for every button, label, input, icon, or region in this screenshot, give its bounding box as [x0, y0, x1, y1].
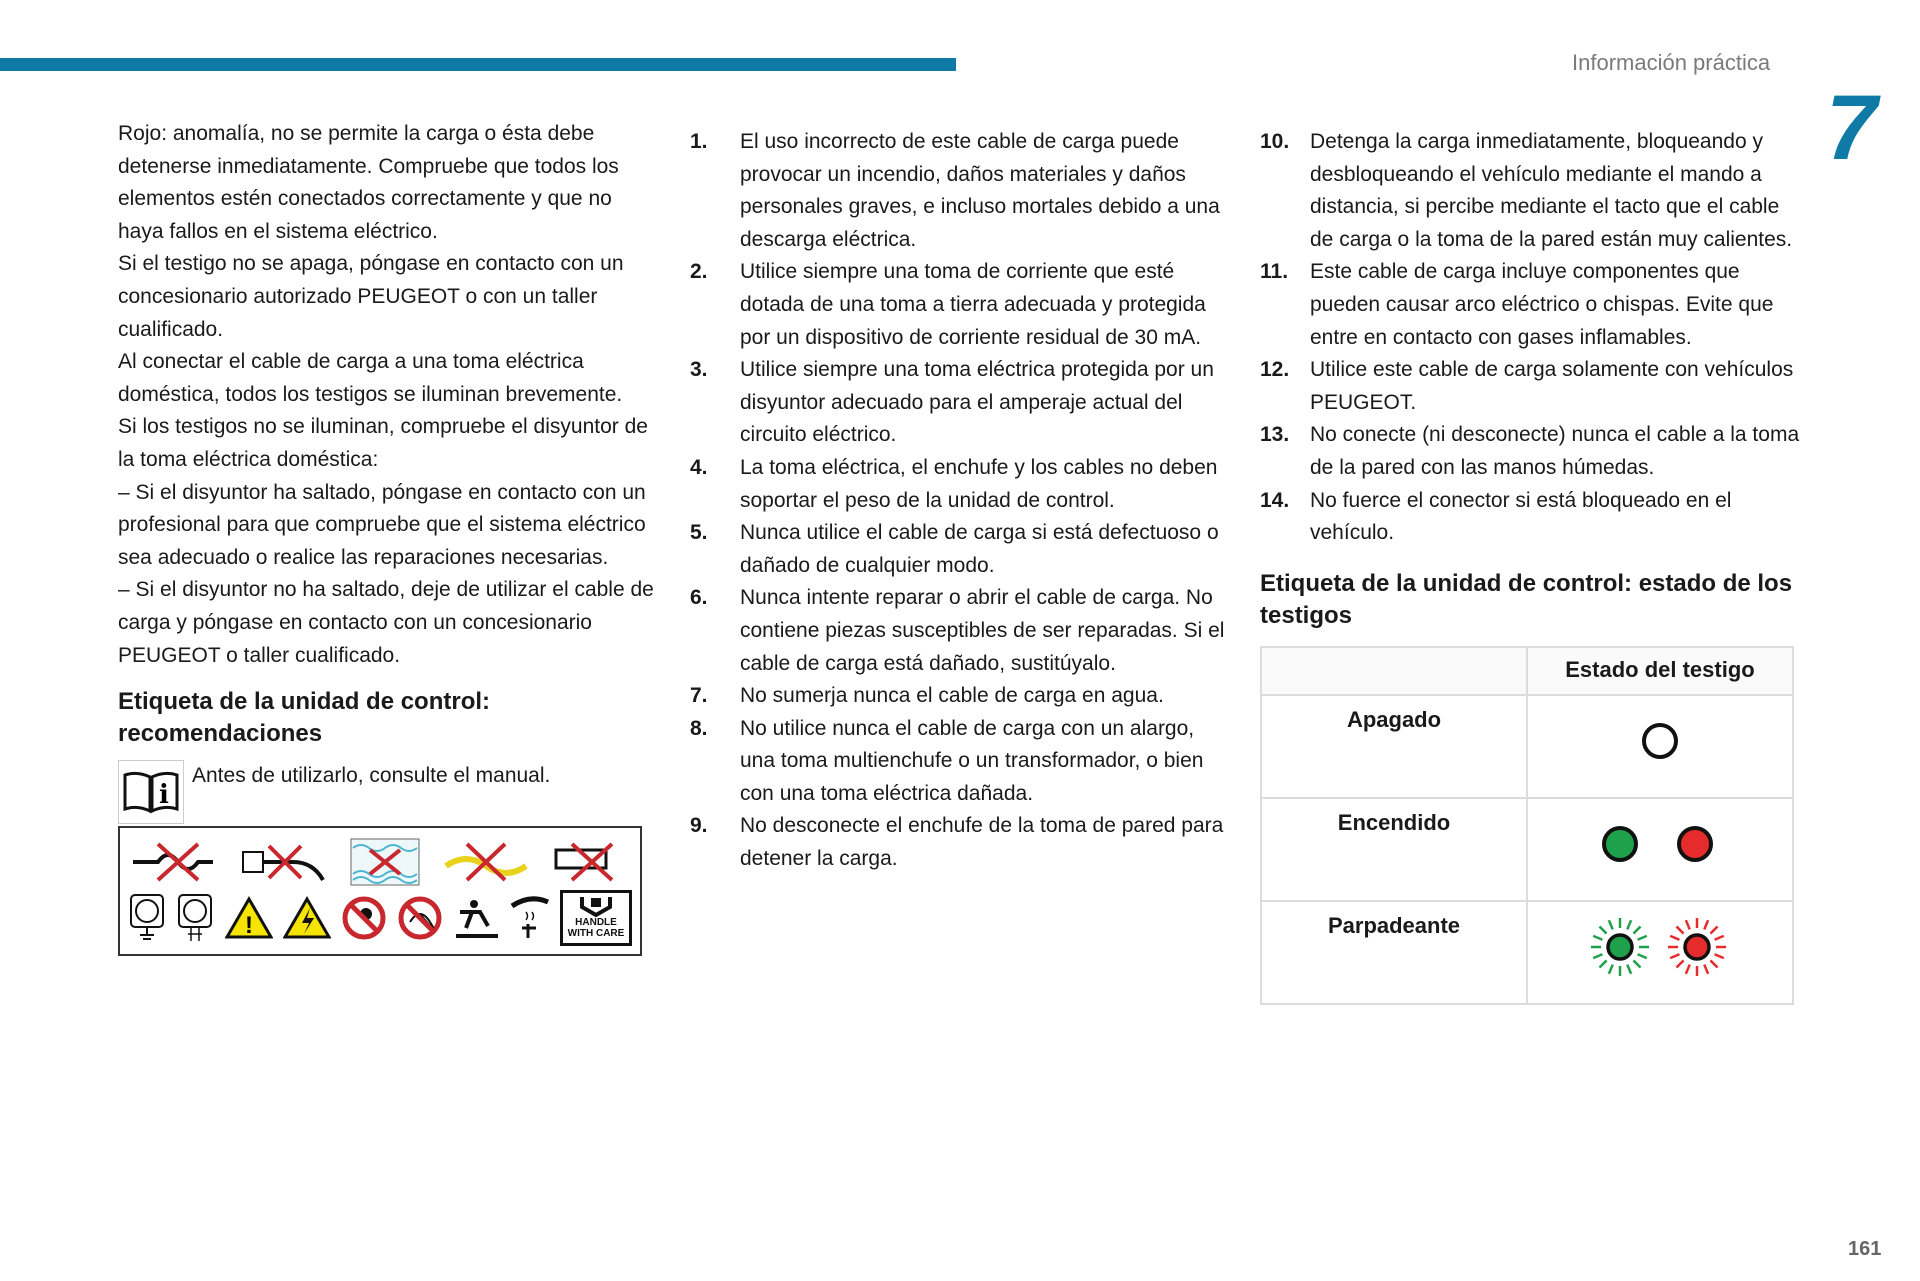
item-number: 14.: [1260, 488, 1290, 512]
item-number: 6.: [690, 586, 708, 610]
item-number: 2.: [690, 260, 708, 284]
item-text: Este cable de carga incluye componentes que pueden causar arco eléctrico o chispas. Evite que entre en contacto con gases inflamables.: [1310, 260, 1774, 349]
grounded-socket-icon: [128, 892, 166, 944]
item-number: 1.: [690, 130, 708, 153]
led-red-on-icon: [1679, 828, 1711, 860]
item-text: No fuerce el conector si está bloqueado en el vehículo.: [1310, 488, 1732, 545]
svg-text:i: i: [159, 780, 169, 811]
table-row: [1261, 695, 1793, 798]
item-number: 3.: [690, 358, 708, 382]
no-multi-socket-icon: [552, 840, 632, 884]
electric-hazard-icon: [283, 896, 331, 940]
item-text: El uso incorrecto de este cable de carga puede provocar un incendio, daños materiales y daños personales graves, e incluso mortales debido a una descarga eléctrica.: [740, 130, 1220, 251]
trip-hazard-icon: [454, 896, 500, 940]
no-tangled-cable-icon: [397, 894, 443, 942]
manual-note: [118, 760, 658, 824]
table-header-empty: [1261, 647, 1527, 695]
list-item: [690, 810, 1230, 875]
item-text: Utilice siempre una toma eléctrica protegida por un disyuntor adecuado para el amperaje actual del circuito eléctrico.: [740, 358, 1214, 447]
list-item: [690, 582, 1230, 680]
no-water-immersion-icon: [350, 838, 420, 886]
wet-hands-icon: [510, 894, 550, 942]
item-text: Utilice este cable de carga solamente con vehículos PEUGEOT.: [1310, 358, 1794, 414]
svg-text:!: !: [244, 912, 253, 940]
column-1: [118, 118, 658, 956]
hands-box-icon: [576, 895, 616, 917]
list-item: [1260, 354, 1800, 419]
manual-text: Antes de utilizarlo, consulte el manual.: [192, 764, 551, 788]
section-title: Información práctica: [1572, 50, 1771, 75]
table-row: [1261, 798, 1793, 901]
list-item: [1260, 126, 1800, 256]
list-item: [690, 680, 1230, 713]
item-number: 10.: [1260, 130, 1290, 153]
column-3: [1260, 126, 1800, 1005]
item-text: Nunca utilice el cable de carga si está defectuoso o dañado de cualquier modo.: [740, 521, 1219, 577]
table-header: Estado del testigo: [1527, 647, 1793, 695]
row-label: Apagado: [1261, 695, 1527, 798]
paragraph: – Si el disyuntor no ha saltado, deje de utilizar el cable de carga y póngase en contacto con un concesionario PEUGEOT o taller cualificado.: [118, 578, 654, 667]
section-heading: Etiqueta de la unidad de control: estado de los testigos: [1260, 569, 1793, 629]
warning-pictograms: [118, 826, 642, 956]
list-item: [690, 354, 1230, 452]
no-heat-icon: [341, 894, 387, 942]
led-off-icon: [1638, 719, 1682, 763]
item-number: 11.: [1260, 260, 1289, 284]
page-number: 161: [1848, 1238, 1882, 1260]
item-number: 5.: [690, 521, 708, 545]
item-number: 7.: [690, 684, 708, 708]
item-text: No desconecte el enchufe de la toma de pared para detener la carga.: [740, 814, 1224, 871]
list-item: [1260, 419, 1800, 484]
paragraph: Si el testigo no se apaga, póngase en contacto con un concesionario autorizado PEUGEOT o con un taller cualificado.: [118, 252, 624, 341]
chapter-number: 7: [1826, 77, 1878, 179]
item-text: No utilice nunca el cable de carga con un alargo, una toma multienchufe o un transformador, o bien con una toma eléctrica dañada.: [740, 716, 1204, 805]
row-label: Parpadeante: [1261, 901, 1527, 1004]
no-coiled-cable-icon: [128, 840, 218, 884]
item-number: 9.: [690, 814, 708, 838]
item-number: 8.: [690, 716, 708, 740]
safety-list: [690, 126, 1230, 876]
table-row: [1261, 901, 1793, 1004]
rcd-socket-icon: [176, 892, 214, 944]
indicator-status-table: [1260, 646, 1794, 1005]
no-extension-cable-icon: [441, 840, 531, 884]
handle-with-care-label: HANDLE WITH CARE: [567, 917, 625, 940]
item-text: Detenga la carga inmediatamente, bloqueando y desbloqueando el vehículo mediante el mando a distancia, si percibe mediante el tacto que el cable de carga o la toma de la pared están muy calientes.: [1310, 130, 1793, 251]
no-adapter-icon: [239, 840, 329, 884]
section-heading: Etiqueta de la unidad de control: recomendaciones: [118, 688, 491, 748]
handle-with-care-icon: [560, 890, 632, 946]
led-green-on-icon: [1604, 828, 1636, 860]
list-item: [690, 126, 1230, 256]
list-item: [1260, 485, 1800, 550]
list-item: [690, 452, 1230, 517]
general-warning-icon: [225, 896, 273, 940]
list-item: [690, 713, 1230, 811]
led-red-blinking-icon: [1668, 918, 1726, 976]
item-number: 12.: [1260, 358, 1290, 382]
list-item: [690, 517, 1230, 582]
paragraph: Al conectar el cable de carga a una toma eléctrica doméstica, todos los testigos se iluminan brevemente.: [118, 350, 623, 406]
item-text: Nunca intente reparar o abrir el cable de carga. No contiene piezas susceptibles de ser reparadas. Si el cable de carga está dañado, sustitúyalo.: [740, 586, 1225, 675]
paragraph: Rojo: anomalía, no se permite la carga o ésta debe detenerse inmediatamente. Compruebe que todos los elementos estén conectados correctamente y que no haya fallos en el sistema eléctrico.: [118, 122, 619, 243]
item-number: 4.: [690, 455, 708, 479]
list-item: [690, 256, 1230, 354]
item-number: 13.: [1260, 423, 1290, 447]
manual-book-icon: [118, 760, 184, 824]
safety-list-continued: [1260, 126, 1800, 550]
item-text: La toma eléctrica, el enchufe y los cables no deben soportar el peso de la unidad de control.: [740, 455, 1218, 512]
column-2: [690, 126, 1230, 876]
item-text: No sumerja nunca el cable de carga en agua.: [740, 684, 1164, 708]
item-text: Utilice siempre una toma de corriente que esté dotada de una toma a tierra adecuada y protegida por un dispositivo de corriente residual de 30 mA.: [740, 260, 1206, 349]
list-item: [1260, 256, 1800, 354]
row-label: Encendido: [1261, 798, 1527, 901]
paragraph: – Si el disyuntor ha saltado, póngase en contacto con un profesional para que compruebe que el sistema eléctrico sea adecuado o realice las reparaciones necesarias.: [118, 480, 646, 569]
item-text: No conecte (ni desconecte) nunca el cable a la toma de la pared con las manos húmedas.: [1310, 423, 1800, 479]
led-green-blinking-icon: [1591, 918, 1649, 976]
paragraph: Si los testigos no se iluminan, compruebe el disyuntor de la toma eléctrica doméstica:: [118, 415, 648, 471]
header-accent-bar: [0, 58, 956, 71]
